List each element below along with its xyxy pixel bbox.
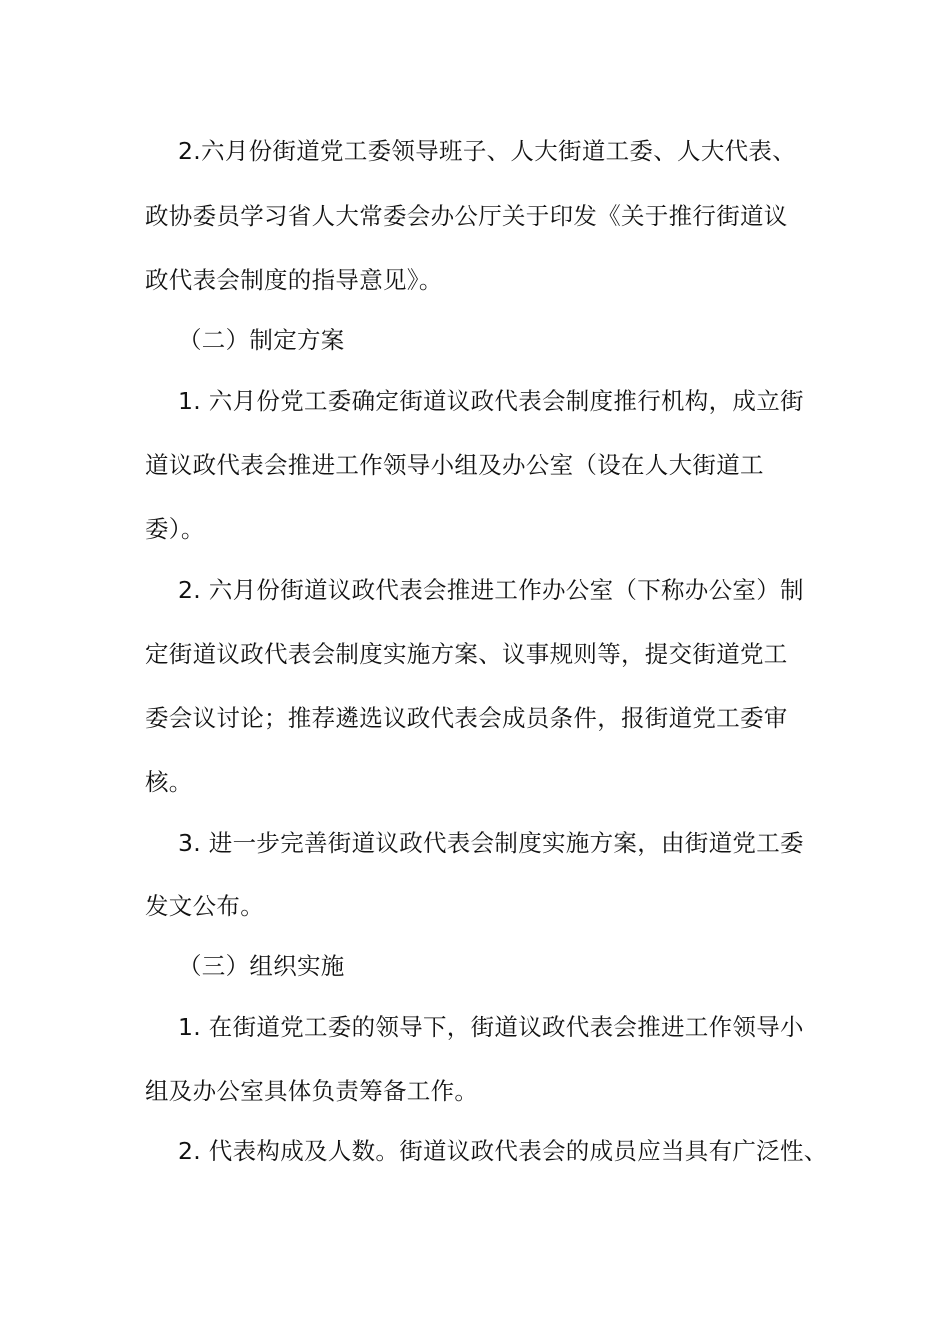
paragraph-line-13: 发文公布。 — [145, 892, 264, 920]
paragraph-line-6: 道议政代表会推进工作领导小组及办公室（设在人大街道工 — [145, 451, 764, 479]
paragraph-line-10: 委会议讨论；推荐遴选议政代表会成员条件，报街道党工委审 — [145, 704, 788, 732]
paragraph-line-7: 委）。 — [145, 515, 205, 543]
paragraph-line-15: 1. 在街道党工委的领导下，街道议政代表会推进工作领导小 — [178, 1013, 804, 1041]
paragraph-line-5: 1. 六月份党工委确定街道议政代表会制度推行机构，成立街 — [178, 387, 804, 415]
paragraph-line-17: 2. 代表构成及人数。街道议政代表会的成员应当具有广泛性、 — [178, 1137, 828, 1165]
paragraph-line-9: 定街道议政代表会制度实施方案、议事规则等，提交街道党工 — [145, 640, 788, 668]
section-heading-2: （二）制定方案 — [178, 326, 345, 354]
paragraph-line-1: 2.六月份街道党工委领导班子、人大街道工委、人大代表、 — [178, 137, 797, 165]
paragraph-line-3: 政代表会制度的指导意见》。 — [145, 266, 443, 294]
section-heading-3: （三）组织实施 — [178, 952, 345, 980]
paragraph-line-2: 政协委员学习省人大常委会办公厅关于印发《关于推行街道议 — [145, 202, 788, 230]
paragraph-line-8: 2. 六月份街道议政代表会推进工作办公室（下称办公室）制 — [178, 576, 804, 604]
paragraph-line-11: 核。 — [145, 768, 193, 796]
paragraph-line-16: 组及办公室具体负责筹备工作。 — [145, 1077, 479, 1105]
paragraph-line-12: 3. 进一步完善街道议政代表会制度实施方案，由街道党工委 — [178, 829, 804, 857]
